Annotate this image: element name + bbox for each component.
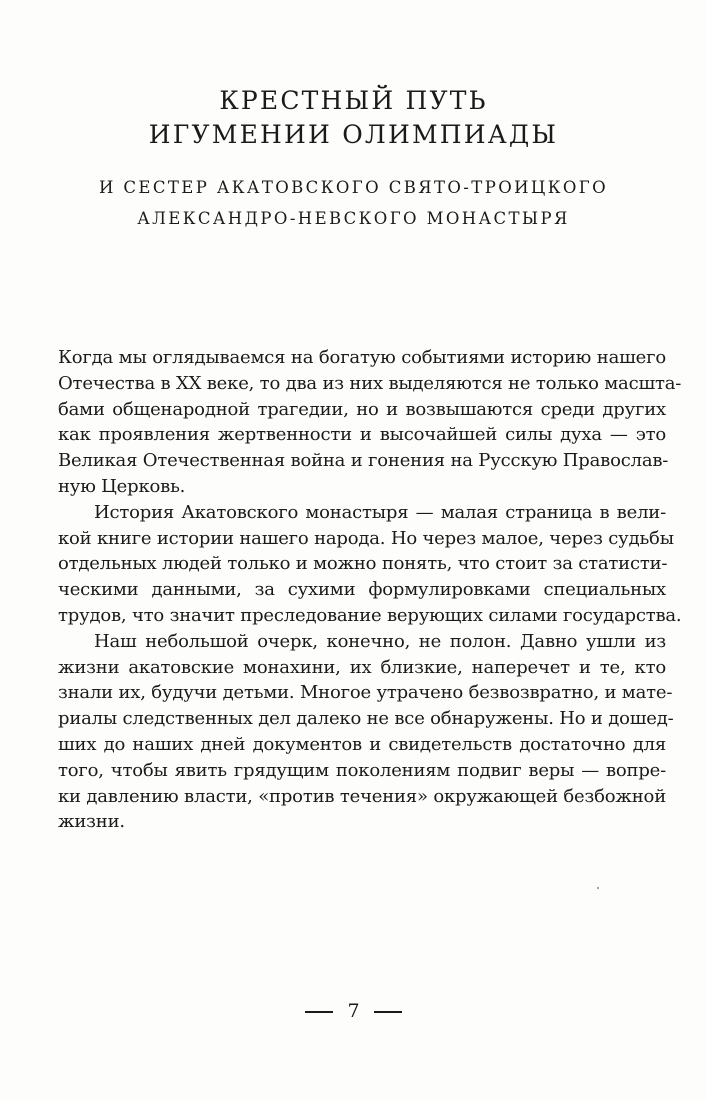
text-line: Великая Отечественная война и гонения на Русскую Православ- <box>58 450 669 472</box>
chapter-title-line-1: КРЕСТНЫЙ ПУТЬ <box>219 86 488 115</box>
text-line: кой книге истории нашего народа. Но через малое, через судьбы <box>58 527 674 549</box>
page-number: 7 <box>347 1000 360 1022</box>
text-line: История Акатовского монастыря — малая страница в вели- <box>94 501 666 523</box>
chapter-heading <box>0 84 707 234</box>
folio-dash-right <box>374 1011 402 1012</box>
chapter-subtitle-line-2: АЛЕКСАНДРО-НЕВСКОГО МОНАСТЫРЯ <box>137 209 570 228</box>
page-number-footer <box>0 1000 707 1022</box>
text-line: Наш небольшой очерк, конечно, не полон. Давно ушли из <box>94 630 666 652</box>
text-line: ную Церковь. <box>58 475 186 497</box>
text-line: ки давлению власти, «против течения» окружающей безбожной <box>58 785 666 807</box>
chapter-subtitle-line-1: И СЕСТЕР АКАТОВСКОГО СВЯТО-ТРОИЦКОГО <box>98 178 609 197</box>
text-line: отдельных людей только и можно понять, что стоит за статисти- <box>58 553 668 575</box>
text-line: Когда мы оглядываемся на богатую событиями историю нашего <box>58 347 666 368</box>
text-line: Отечества в XX веке, то два из них выделяются не только масшта- <box>58 372 682 394</box>
text-line: как проявления жертвенности и высочайшей силы духа — это <box>58 424 666 446</box>
text-line: бами общенародной трагедии, но и возвышаются среди других <box>58 398 666 420</box>
body-text <box>58 345 682 835</box>
print-speck <box>597 887 599 889</box>
text-line: ших до наших дней документов и свидетельств достаточно для <box>58 733 666 755</box>
text-line: жизни. <box>58 811 125 833</box>
folio-dash-left <box>305 1011 333 1012</box>
chapter-title-line-2: ИГУМЕНИИ ОЛИМПИАДЫ <box>148 120 559 149</box>
text-line: того, чтобы явить грядущим поколениям подвиг веры — вопре- <box>58 759 666 781</box>
text-line: трудов, что значит преследование верующих силами государства. <box>58 604 682 626</box>
text-line: ческими данными, за сухими формулировками специальных <box>58 579 666 601</box>
text-line: жизни акатовские монахини, их близкие, наперечет и те, кто <box>58 656 666 678</box>
text-line: знали их, будучи детьми. Многое утрачено безвозвратно, и мате- <box>58 682 673 704</box>
text-line: риалы следственных дел далеко не все обнаружены. Но и дошед- <box>58 708 674 730</box>
